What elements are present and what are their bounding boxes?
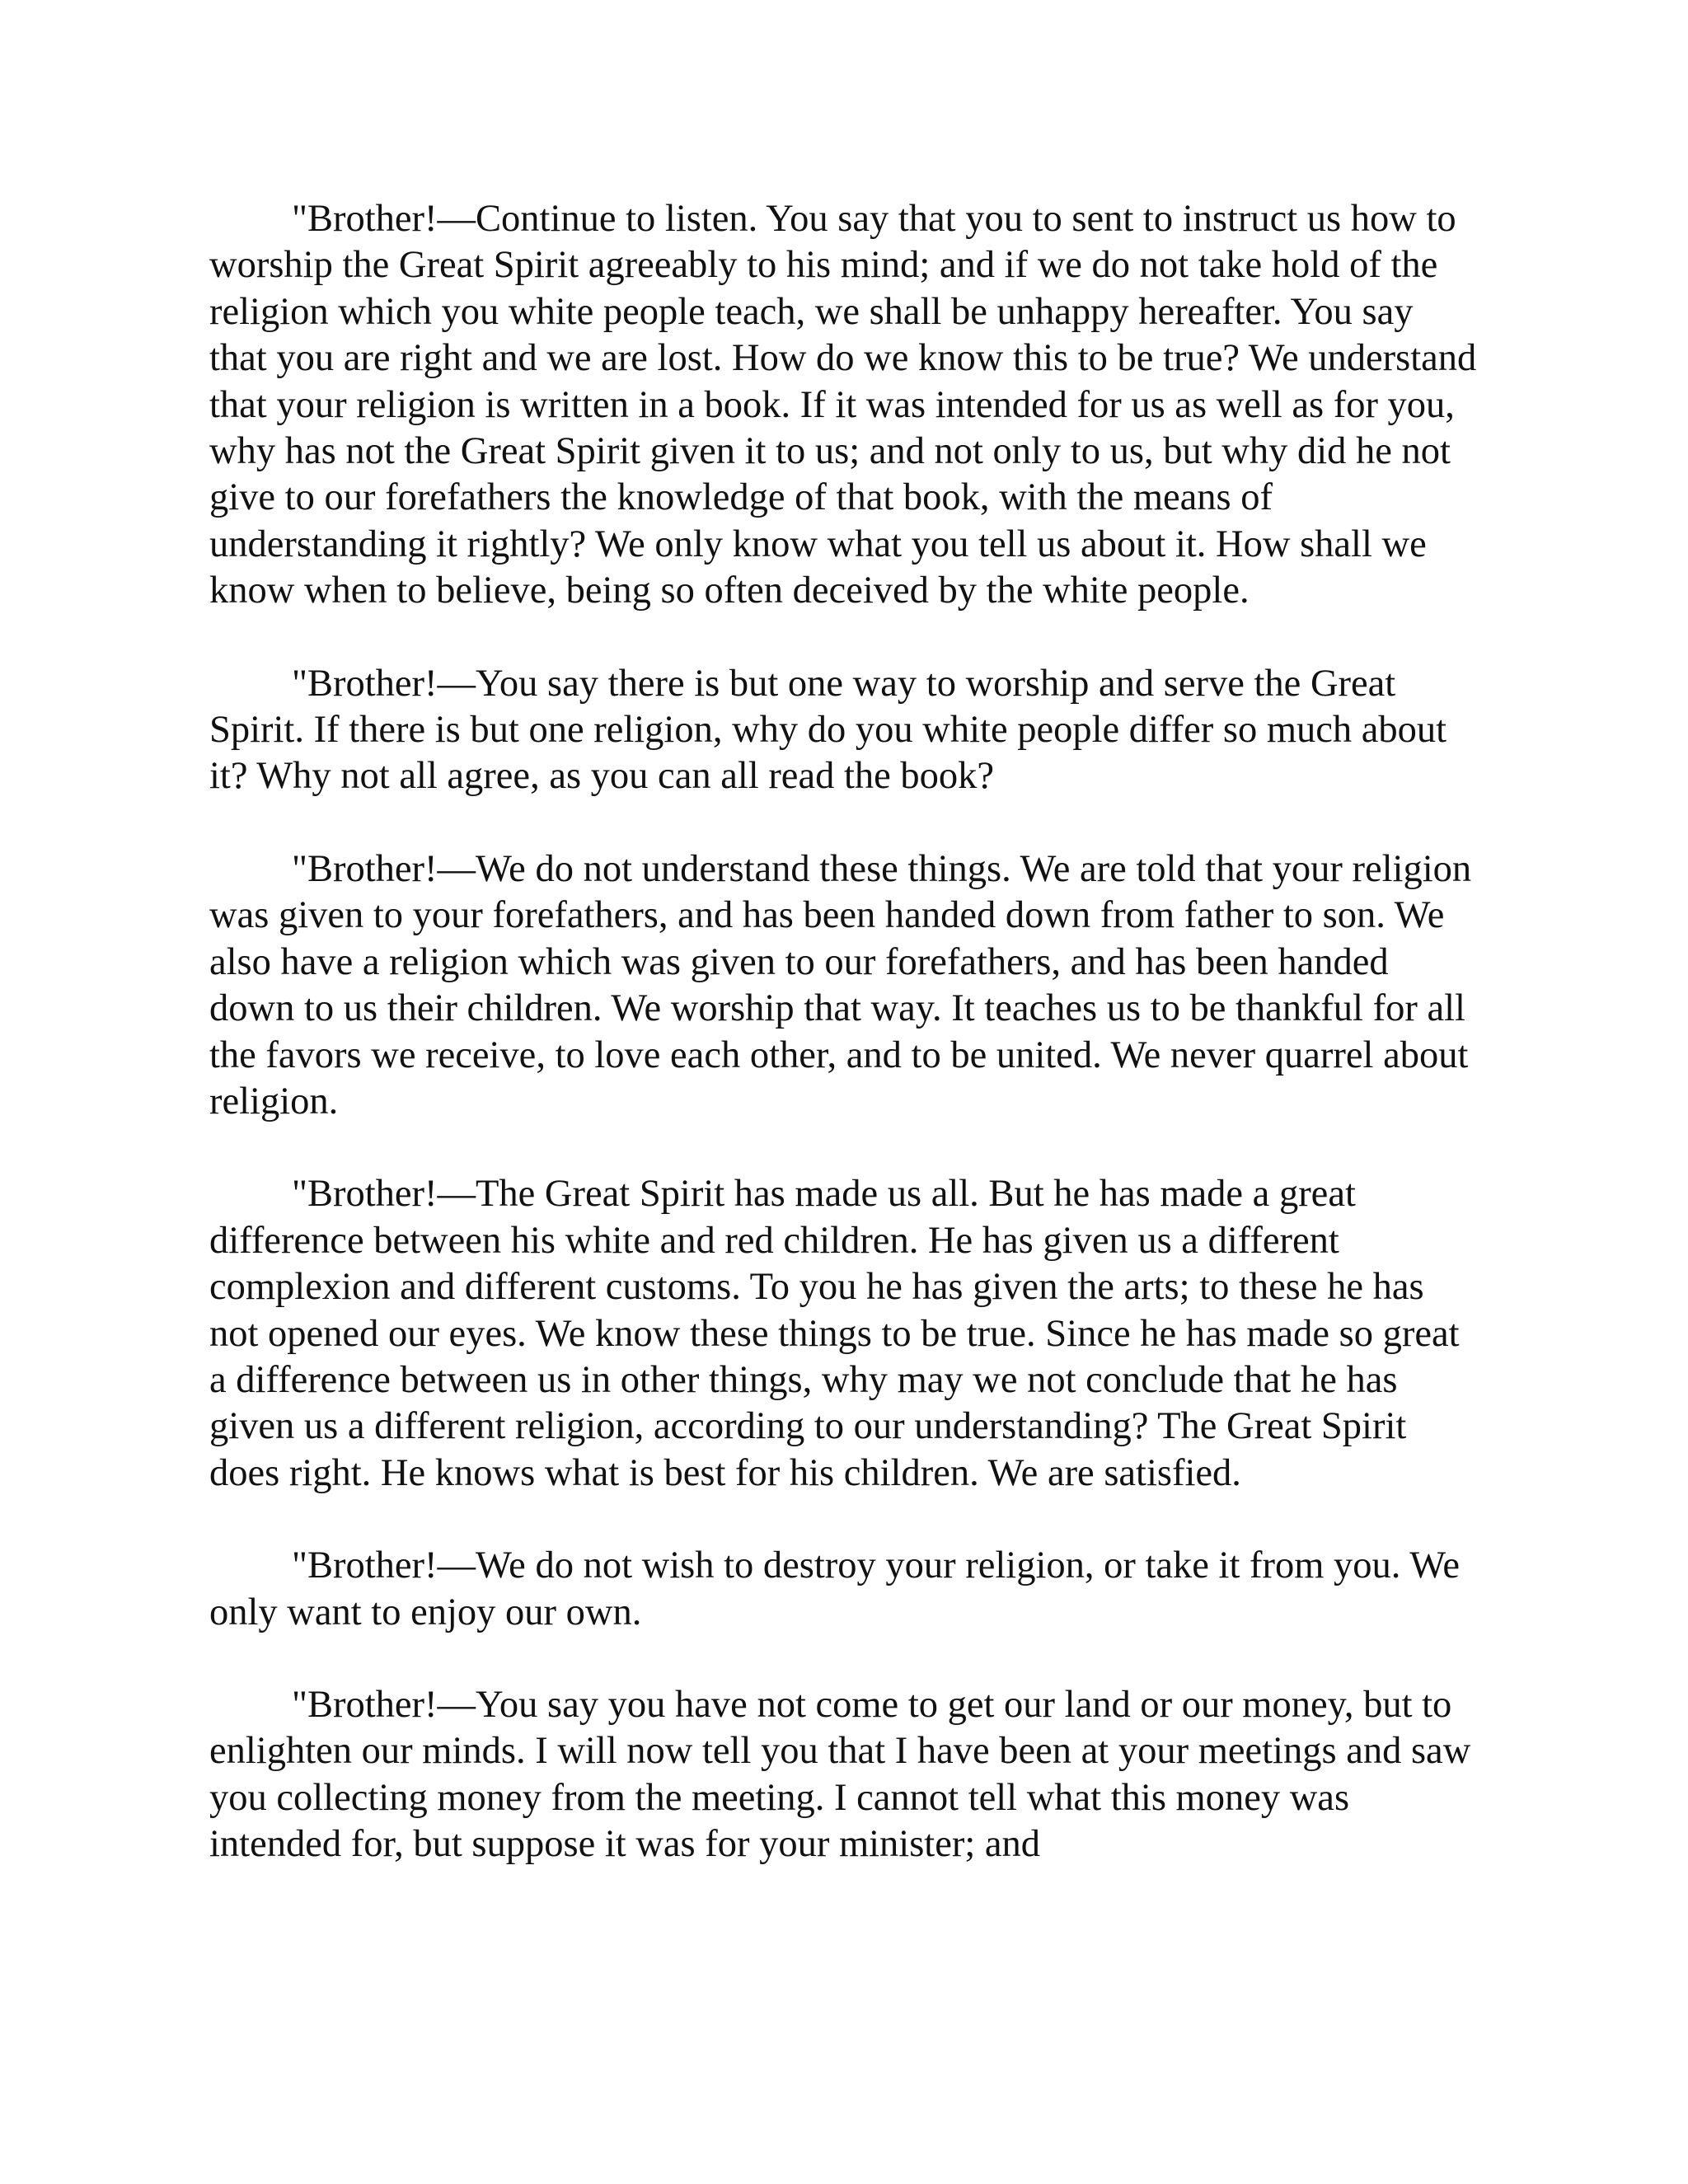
document-page: [209, 196, 1479, 1868]
paragraph-6: "Brother!—You say you have not come to get our land or our money, but to enlighten our minds. I will now tell you that I have been at your meetings and saw you collecting money from the meeting. I cannot tell what this money was intended for, but suppose it was for your minister; and: [209, 1683, 1471, 1866]
paragraph-5: "Brother!—We do not wish to destroy your religion, or take it from you. We only want to enjoy our own.: [209, 1544, 1461, 1633]
paragraph-1: "Brother!—Continue to listen. You say that you to sent to instruct us how to worship the Great Spirit agreeably to his mind; and if we do not take hold of the religion which you white people teach, we shall be unhappy hereafter. You say that you are right and we are lost. How do we know this to be true? We understand that your religion is written in a book. If it was intended for us as well as for you, why has not the Great Spirit given it to us; and not only to us, but why did he not give to our forefathers the knowledge of that book, with the means of understanding it rightly? We only know what you tell us about it. How shall we know when to believe, being so often deceived by the white people.: [209, 198, 1477, 612]
paragraph-3: "Brother!—We do not understand these things. We are told that your religion was given to your forefathers, and has been handed down from father to son. We also have a religion which was given to our forefathers, and has been handed down to us their children. We worship that way. It teaches us to be thankful for all the favors we receive, to love each other, and to be united. We never quarrel about religion.: [209, 847, 1472, 1122]
paragraph-2: "Brother!—You say there is but one way to worship and serve the Great Spirit. If there is but one religion, why do you white people differ so much about it? Why not all agree, as you can all read the book?: [209, 662, 1447, 798]
paragraph-4: "Brother!—The Great Spirit has made us all. But he has made a great difference between his white and red children. He has given us a different complexion and different customs. To you he has given the arts; to these he has not opened our eyes. We know these things to be true. Since he has made so great a difference between us in other things, why may we not conclude that he has given us a different religion, according to our understanding? The Great Spirit does right. He knows what is best for his children. We are satisfied.: [209, 1173, 1460, 1494]
